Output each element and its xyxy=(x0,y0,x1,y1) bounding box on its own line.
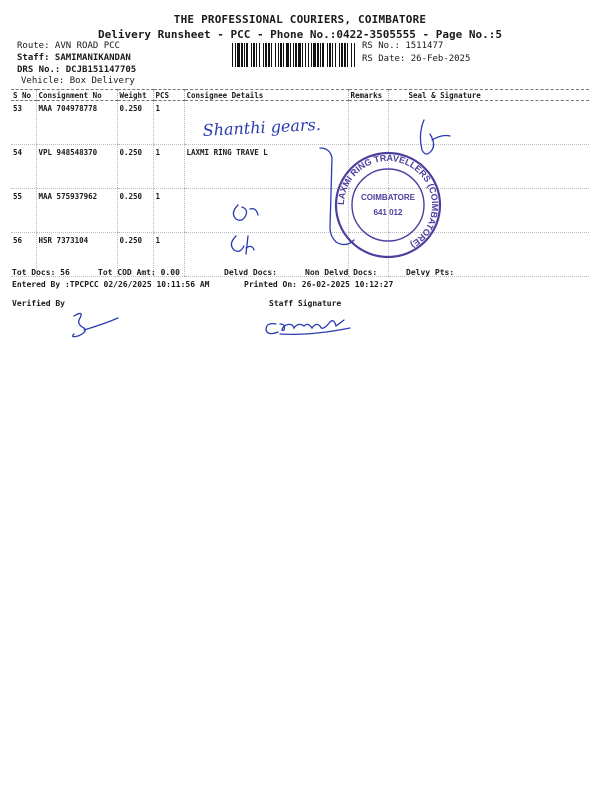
cell-sno: 55 xyxy=(11,189,36,233)
company-name: THE PROFESSIONAL COURIERS, COIMBATORE xyxy=(173,13,427,26)
seal-stamp-icon xyxy=(336,153,440,257)
cell-consignment: MAA 704978778 xyxy=(36,101,117,145)
cell-consignment: HSR 7373104 xyxy=(36,233,117,277)
cell-consignee: LAXMI RING TRAVE L xyxy=(184,145,348,189)
cell-sno: 54 xyxy=(11,145,36,189)
cell-sno: 56 xyxy=(11,233,36,277)
vehicle-text: Vehicle: Box Delivery xyxy=(21,76,135,86)
total-docs: Tot Docs: 56 xyxy=(12,268,70,277)
column-header: Consignment No xyxy=(36,90,117,101)
cell-pcs: 1 xyxy=(153,233,184,277)
non-delivered-docs: Non Delvd Docs: xyxy=(305,268,378,277)
cell-pcs: 1 xyxy=(153,101,184,145)
column-header: PCS xyxy=(153,90,184,101)
stamp-text: LAXMI RING TRAVELLERS (COIMBATORE) xyxy=(335,152,441,251)
cell-consignment: VPL 948548370 xyxy=(36,145,117,189)
svg-text:COIMBATORE: COIMBATORE xyxy=(361,193,415,202)
column-header: Remarks xyxy=(348,90,388,101)
column-header: Weight xyxy=(117,90,153,101)
staff-signature-label: Staff Signature xyxy=(269,299,342,308)
cell-pcs: 1 xyxy=(153,189,184,233)
cell-weight: 0.250 xyxy=(117,233,153,277)
entered-by: Entered By :TPCPCC 02/26/2025 10:11:56 AM xyxy=(12,280,210,289)
delivered-docs: Delvd Docs: xyxy=(224,268,277,277)
handwritten-consignee: Shanthi gears. xyxy=(202,114,322,140)
cell-weight: 0.250 xyxy=(117,145,153,189)
rs-date: RS Date: 26-Feb-2025 xyxy=(362,54,471,64)
total-cod: Tot COD Amt: 0.00 xyxy=(98,268,180,277)
cell-weight: 0.250 xyxy=(117,101,153,145)
printed-on: Printed On: 26-02-2025 10:12:27 xyxy=(244,280,394,289)
column-header: Consignee Details xyxy=(184,90,348,101)
verified-by-label: Verified By xyxy=(12,299,65,308)
cell-consignment: MAA 575937962 xyxy=(36,189,117,233)
route-text: Route: AVN ROAD PCC xyxy=(17,41,120,51)
runsheet-title: Delivery Runsheet - PCC - Phone No.:0422-3505555 - Page No.:5 xyxy=(98,28,502,41)
cell-pcs: 1 xyxy=(153,145,184,189)
column-header: S No xyxy=(11,90,36,101)
svg-text:641 012: 641 012 xyxy=(373,208,403,217)
rs-number: RS No.: 1511477 xyxy=(362,41,444,51)
delivery-points: Delvy Pts: xyxy=(406,268,455,277)
staff-text: Staff: SAMIMANIKANDAN xyxy=(17,53,131,63)
cell-sno: 53 xyxy=(11,101,36,145)
column-header: Seal & Signature xyxy=(388,90,589,101)
cell-weight: 0.250 xyxy=(117,189,153,233)
drs-number: DRS No.: DCJB151147705 xyxy=(17,65,137,75)
